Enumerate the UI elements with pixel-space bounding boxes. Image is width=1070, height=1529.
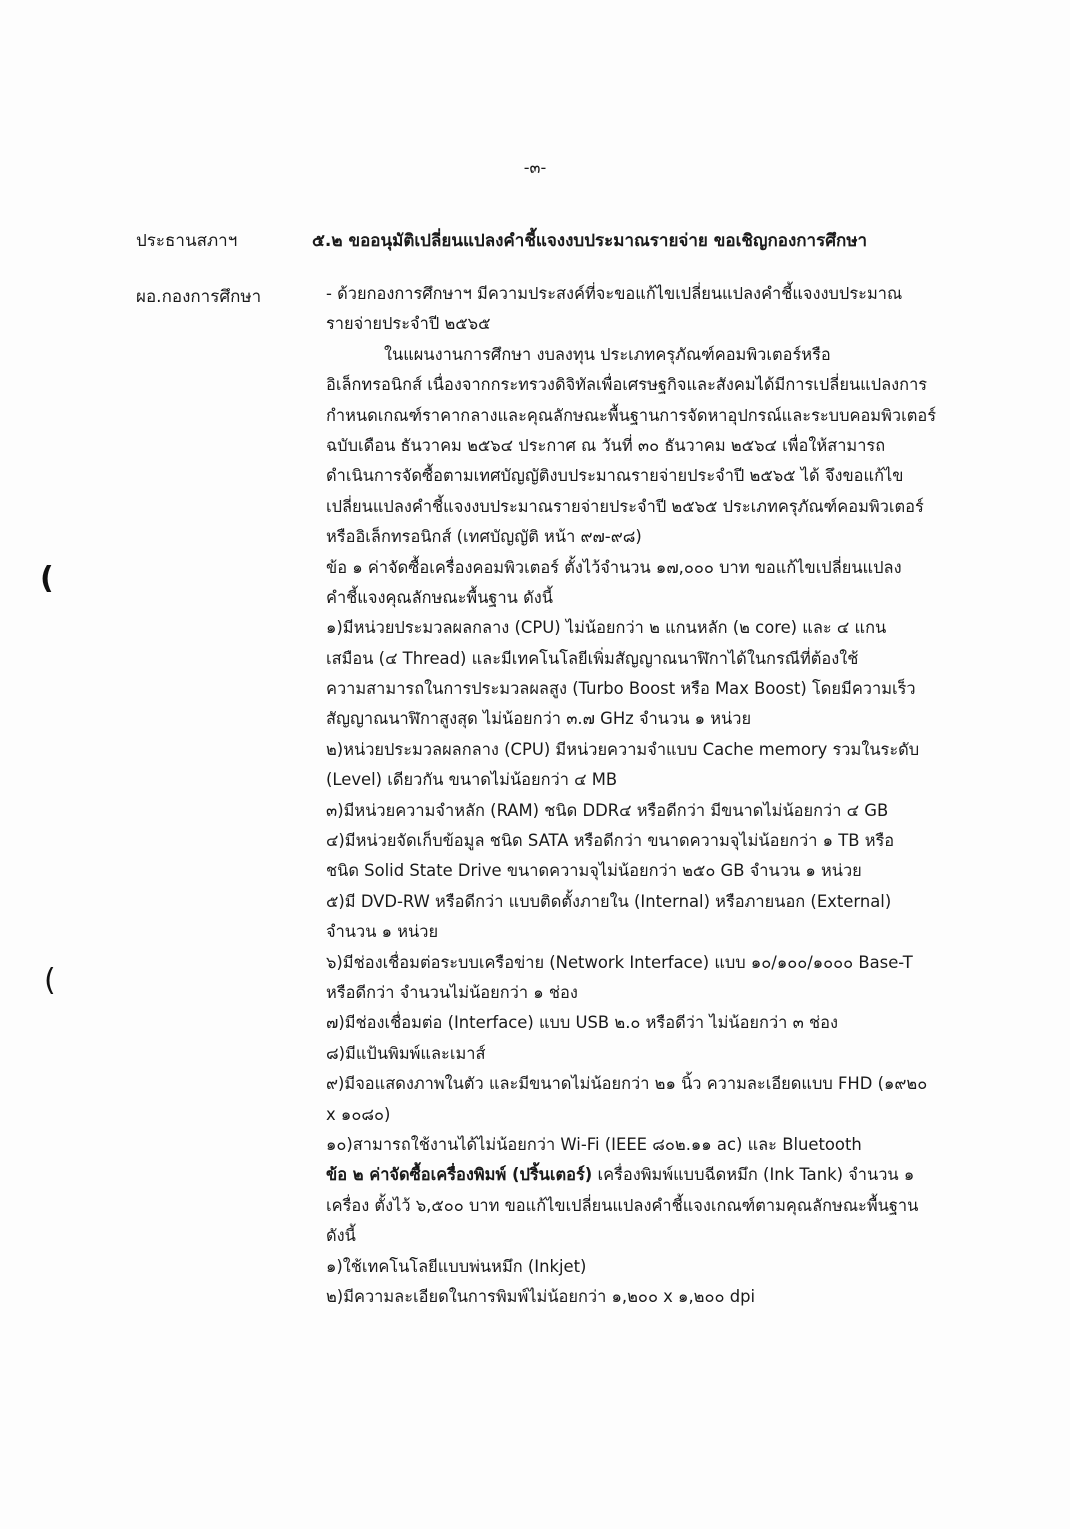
text-line: ๕)มี DVD-RW หรือดีกว่า แบบติดตั้งภายใน (Internal) หรือภายนอก (External)	[326, 891, 892, 911]
text-line: ชนิด Solid State Drive ขนาดความจุไม่น้อยกว่า ๒๕๐ GB จำนวน ๑ หน่วย	[326, 861, 862, 881]
text-line: ๘)มีแป้นพิมพ์และเมาส์	[326, 1043, 486, 1063]
text-line: สัญญาณนาฬิกาสูงสุด ไม่น้อยกว่า ๓.๗ GHz จำนวน ๑ หน่วย	[326, 709, 752, 729]
text-line: ข้อ ๑ ค่าจัดซื้อเครื่องคอมพิวเตอร์ ตั้งไว้จำนวน ๑๗,๐๐๐ บาท ขอแก้ไขเปลี่ยนแปลง	[326, 557, 902, 577]
text-line: ดำเนินการจัดซื้อตามเทศบัญญัติงบประมาณรายจ่ายประจำปี ๒๕๖๕ ได้ จึงขอแก้ไข	[326, 466, 904, 486]
text-line: ๑๐)สามารถใช้งานได้ไม่น้อยกว่า Wi-Fi (IEEE ๘๐๒.๑๑ ac) และ Bluetooth	[326, 1134, 862, 1154]
page-number: -๓-	[523, 158, 547, 177]
text-line: อิเล็กทรอนิกส์ เนื่องจากกระทรวงดิจิทัลเพื่อเศรษฐกิจและสังคมได้มีการเปลี่ยนแปลงการ	[326, 375, 928, 395]
body-text	[326, 279, 966, 1312]
text-line: - ด้วยกองการศึกษาฯ มีความประสงค์ที่จะขอแก้ไขเปลี่ยนแปลงคำชี้แจงงบประมาณ	[326, 284, 903, 303]
text-line: ๒)หน่วยประมวลผลกลาง (CPU) มีหน่วยความจำแบบ Cache memory รวมในระดับ	[326, 739, 920, 759]
text-line: ในแผนงานการศึกษา งบลงทุน ประเภทครุภัณฑ์คอมพิวเตอร์หรือ	[384, 344, 831, 364]
text-line: (Level) เดียวกัน ขนาดไม่น้อยกว่า ๔ MB	[326, 770, 618, 790]
binder-hole-mark: (	[44, 963, 56, 998]
text-line: ดังนี้	[326, 1226, 356, 1246]
text-line: ๑)มีหน่วยประมวลผลกลาง (CPU) ไม่น้อยกว่า ๒ แกนหลัก (๒ core) และ ๔ แกน	[326, 618, 887, 638]
item-heading-rest: เครื่องพิมพ์แบบฉีดหมึก (Ink Tank) จำนวน ๑	[592, 1165, 915, 1185]
text-line: ๑)ใช้เทคโนโลยีแบบพ่นหมึก (Inkjet)	[326, 1256, 587, 1276]
text-line: ๓)มีหน่วยความจำหลัก (RAM) ชนิด DDR๔ หรือดีกว่า มีขนาดไม่น้อยกว่า ๔ GB	[326, 800, 889, 820]
binder-hole-mark: (	[40, 561, 54, 596]
text-line: คำชี้แจงคุณลักษณะพื้นฐาน ดังนี้	[326, 587, 553, 607]
text-line: เสมือน (๔ Thread) และมีเทคโนโลยีเพิ่มสัญญาณนาฬิกาได้ในกรณีที่ต้องใช้	[326, 648, 859, 668]
text-line: หรืออิเล็กทรอนิกส์ (เทศบัญญัติ หน้า ๙๗-๙๘)	[326, 527, 642, 547]
item-heading: ข้อ ๒ ค่าจัดซื้อเครื่องพิมพ์ (ปริ้นเตอร์)	[326, 1165, 593, 1185]
text-line: ฉบับเดือน ธันวาคม ๒๕๖๔ ประกาศ ณ วันที่ ๓๐ ธันวาคม ๒๕๖๔ เพื่อให้สามารถ	[326, 435, 886, 455]
text-line: ๖)มีช่องเชื่อมต่อระบบเครือข่าย (Network Interface) แบบ ๑๐/๑๐๐/๑๐๐๐ Base-T	[326, 952, 913, 972]
text-line	[326, 1160, 966, 1190]
text-line: เครื่อง ตั้งไว้ ๖,๕๐๐ บาท ขอแก้ไขเปลี่ยนแปลงคำชี้แจงเกณฑ์ตามคุณลักษณะพื้นฐาน	[326, 1195, 919, 1215]
text-line: หรือดีกว่า จำนวนไม่น้อยกว่า ๑ ช่อง	[326, 982, 578, 1002]
text-line: ๔)มีหน่วยจัดเก็บข้อมูล ชนิด SATA หรือดีกว่า ขนาดความจุไม่น้อยกว่า ๑ TB หรือ	[326, 831, 895, 851]
text-line: รายจ่ายประจำปี ๒๕๖๕	[326, 314, 491, 334]
text-line: ๗)มีช่องเชื่อมต่อ (Interface) แบบ USB ๒.๐ หรือดีว่า ไม่น้อยกว่า ๓ ช่อง	[326, 1013, 838, 1033]
text-line: x ๑๐๘๐)	[326, 1104, 391, 1124]
text-line: ๙)มีจอแสดงภาพในตัว และมีขนาดไม่น้อยกว่า ๒๑ นิ้ว ความละเอียดแบบ FHD (๑๙๒๐	[326, 1074, 928, 1094]
text-line: กำหนดเกณฑ์ราคากลางและคุณลักษณะพื้นฐานการจัดหาอุปกรณ์และระบบคอมพิวเตอร์	[326, 405, 937, 425]
text-line: ๒)มีความละเอียดในการพิมพ์ไม่น้อยกว่า ๑,๒๐๐ x ๑,๒๐๐ dpi	[326, 1286, 756, 1306]
text-line: ความสามารถในการประมวลผลสูง (Turbo Boost หรือ Max Boost) โดยมีความเร็ว	[326, 679, 916, 699]
text-line: จำนวน ๑ หน่วย	[326, 922, 439, 942]
agenda-title: ๕.๒ ขออนุมัติเปลี่ยนแปลงคำชี้แจงงบประมาณรายจ่าย ขอเชิญกองการศึกษา	[312, 231, 868, 251]
speaker-chair: ประธานสภาฯ	[136, 231, 238, 251]
text-line: เปลี่ยนแปลงคำชี้แจงงบประมาณรายจ่ายประจำปี ๒๕๖๕ ประเภทครุภัณฑ์คอมพิวเตอร์	[326, 496, 924, 516]
speaker-director: ผอ.กองการศึกษา	[136, 287, 262, 307]
